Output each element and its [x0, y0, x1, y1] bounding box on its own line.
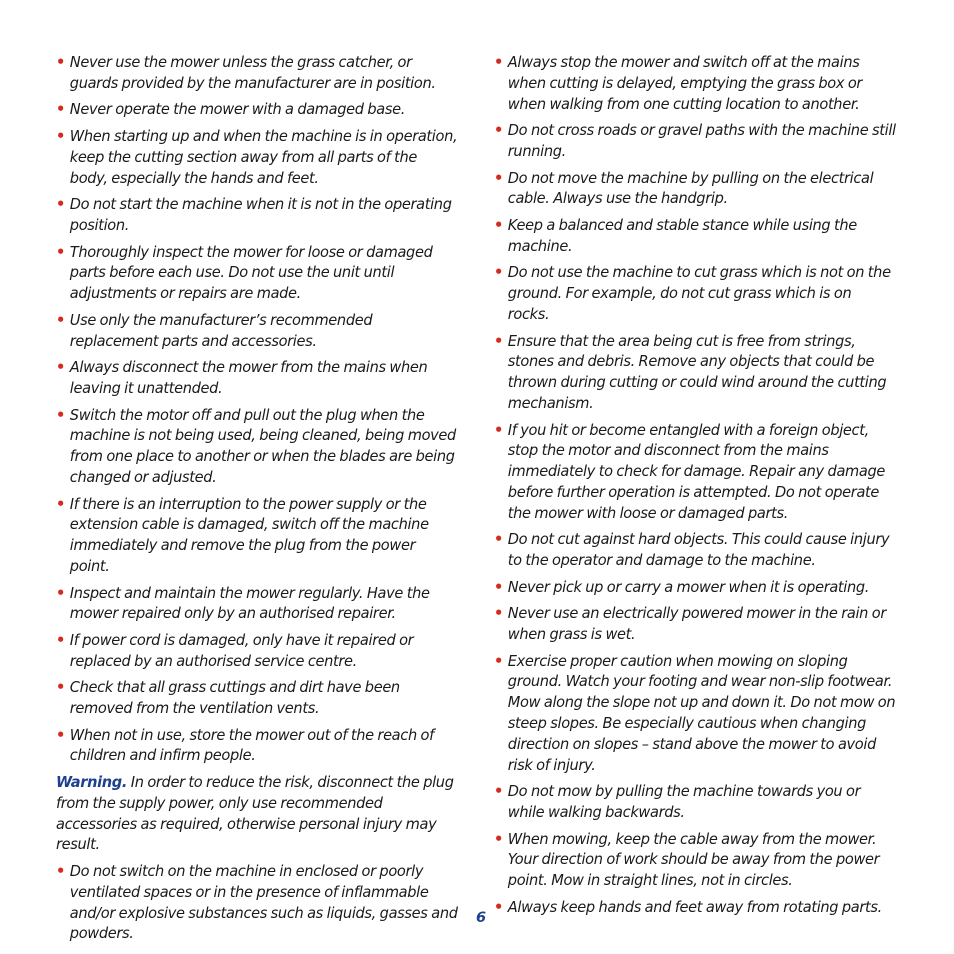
- list-item-text: Do not mow by pulling the machine towards you or while walking backwards.: [507, 783, 861, 822]
- list-item: [494, 421, 896, 525]
- list-item-text: Do not switch on the machine in enclosed or poorly ventilated spaces or in the presence of inflammable and/or explosive substances such as liquids, gasses and powders.: [69, 863, 458, 943]
- list-item-text: Inspect and maintain the mower regularly. Have the mower repaired only by an authorised repairer.: [69, 584, 430, 623]
- list-item: [56, 53, 458, 95]
- list-item: [494, 53, 896, 115]
- bullet-icon: •: [56, 101, 65, 119]
- list-item-text: If there is an interruption to the power supply or the extension cable is damaged, switch off the machine immediately and remove the plug from the power point.: [69, 495, 429, 575]
- list-item: [494, 263, 896, 325]
- list-item: [494, 169, 896, 211]
- list-item: [56, 100, 458, 121]
- bullet-icon: •: [56, 127, 65, 145]
- list-item-text: Always disconnect the mower from the mains when leaving it unattended.: [69, 359, 428, 397]
- list-item-text: When starting up and when the machine is in operation, keep the cutting section away from all parts of the body, especially the hands and feet.: [69, 127, 458, 187]
- list-item-text: Do not use the machine to cut grass which is not on the ground. For example, do not cut grass which is on rocks.: [507, 264, 891, 323]
- bullet-icon: •: [56, 311, 65, 329]
- list-item: [494, 898, 896, 919]
- list-item: [56, 311, 458, 353]
- safety-list-2: [56, 862, 464, 945]
- bullet-icon: •: [494, 830, 503, 848]
- list-item-text: If you hit or become entangled with a foreign object, stop the motor and disconnect from the mains immediately to check for damage. Repair any damage before further operation is attempted. Do not operate the mower with loose or damaged parts.: [507, 421, 886, 522]
- warning-paragraph: [56, 773, 458, 856]
- list-item-text: Ensure that the area being cut is free from strings, stones and debris. Remove any objects that could be thrown during cutting or could wind around the cutting mechanism.: [507, 332, 887, 412]
- bullet-icon: •: [494, 783, 503, 801]
- right-column: [494, 53, 902, 924]
- list-item: [56, 584, 458, 626]
- list-item-text: Keep a balanced and stable stance while using the machine.: [507, 216, 857, 255]
- bullet-icon: •: [56, 196, 65, 214]
- list-item-text: Do not cut against hard objects. This could cause injury to the operator and damage to the machine.: [507, 531, 890, 570]
- list-item-text: Use only the manufacturer’s recommended replacement parts and accessories.: [69, 311, 373, 350]
- bullet-icon: •: [56, 584, 65, 602]
- bullet-icon: •: [494, 264, 503, 282]
- page-number: 6: [475, 910, 487, 926]
- list-item-text: Never use an electrically powered mower in the rain or when grass is wet.: [507, 605, 886, 644]
- list-item: [56, 406, 458, 489]
- bullet-icon: •: [494, 421, 503, 439]
- bullet-icon: •: [494, 169, 503, 187]
- bullet-icon: •: [56, 679, 65, 697]
- bullet-icon: •: [56, 863, 65, 881]
- list-item: [56, 195, 458, 237]
- list-item: [494, 530, 896, 572]
- bullet-icon: •: [494, 578, 503, 596]
- list-item: [56, 862, 458, 945]
- list-item-text: Never use the mower unless the grass catcher, or guards provided by the manufacturer are in position.: [69, 54, 436, 92]
- list-item: [56, 726, 458, 768]
- list-item-text: If power cord is damaged, only have it repaired or replaced by an authorised service centre.: [69, 631, 414, 670]
- warning-label: Warning.: [56, 774, 128, 792]
- bullet-icon: •: [494, 605, 503, 623]
- list-item: [494, 782, 896, 824]
- left-column: [56, 53, 464, 951]
- bullet-icon: •: [56, 243, 65, 261]
- bullet-icon: •: [494, 54, 503, 71]
- warning-text: In order to reduce the risk, disconnect the plug from the supply power, only use recommended accessories as required, otherwise personal injury may result.: [56, 774, 454, 854]
- bullet-icon: •: [56, 359, 65, 377]
- bullet-icon: •: [494, 216, 503, 234]
- list-item-text: When mowing, keep the cable away from the mower. Your direction of work should be away from the power point. Mow in straight lines, not in circles.: [507, 830, 880, 890]
- bullet-icon: •: [56, 54, 65, 71]
- list-item: [494, 830, 896, 892]
- list-item: [494, 604, 896, 646]
- bullet-icon: •: [494, 332, 503, 350]
- list-item-text: Do not move the machine by pulling on the electrical cable. Always use the handgrip.: [507, 169, 874, 208]
- list-item: [494, 216, 896, 258]
- list-item-text: Do not start the machine when it is not in the operating position.: [69, 196, 452, 234]
- list-item-text: When not in use, store the mower out of the reach of children and infirm people.: [69, 726, 434, 765]
- bullet-icon: •: [494, 122, 503, 140]
- list-item-text: Never pick up or carry a mower when it is operating.: [507, 578, 870, 596]
- list-item: [494, 652, 896, 777]
- list-item-text: Thoroughly inspect the mower for loose or damaged parts before each use. Do not use the unit until adjustments or repairs are made.: [69, 243, 433, 303]
- list-item: [494, 332, 896, 415]
- list-item-text: Always keep hands and feet away from rotating parts.: [507, 898, 882, 916]
- list-item-text: Check that all grass cuttings and dirt have been removed from the ventilation vents.: [69, 679, 400, 718]
- list-item: [56, 358, 458, 400]
- bullet-icon: •: [494, 531, 503, 549]
- list-item-text: Never operate the mower with a damaged base.: [69, 101, 406, 119]
- list-item: [56, 631, 458, 673]
- bullet-icon: •: [56, 726, 65, 744]
- bullet-icon: •: [56, 495, 65, 513]
- list-item-text: Do not cross roads or gravel paths with the machine still running.: [507, 122, 896, 160]
- list-item: [56, 127, 458, 189]
- list-item: [494, 578, 896, 599]
- list-item: [56, 243, 458, 305]
- safety-list-3: [494, 53, 902, 919]
- bullet-icon: •: [494, 898, 503, 916]
- list-item-text: Exercise proper caution when mowing on sloping ground. Watch your footing and wear non-slip footwear. Mow along the slope not up and down it. Do not mow on steep slopes. Be especially cautious when changing direction on slopes – stand above the mower to avoid risk of injury.: [507, 652, 896, 774]
- safety-list-1: [56, 53, 464, 767]
- bullet-icon: •: [56, 631, 65, 649]
- list-item: [56, 495, 458, 578]
- bullet-icon: •: [494, 652, 503, 670]
- bullet-icon: •: [56, 406, 65, 424]
- list-item-text: Switch the motor off and pull out the plug when the machine is not being used, being cleaned, being moved from one place to another or when the blades are being changed or adjusted.: [69, 406, 456, 486]
- list-item-text: Always stop the mower and switch off at the mains when cutting is delayed, emptying the grass box or when walking from one cutting location to another.: [507, 54, 863, 113]
- list-item: [494, 121, 896, 163]
- list-item: [56, 678, 458, 720]
